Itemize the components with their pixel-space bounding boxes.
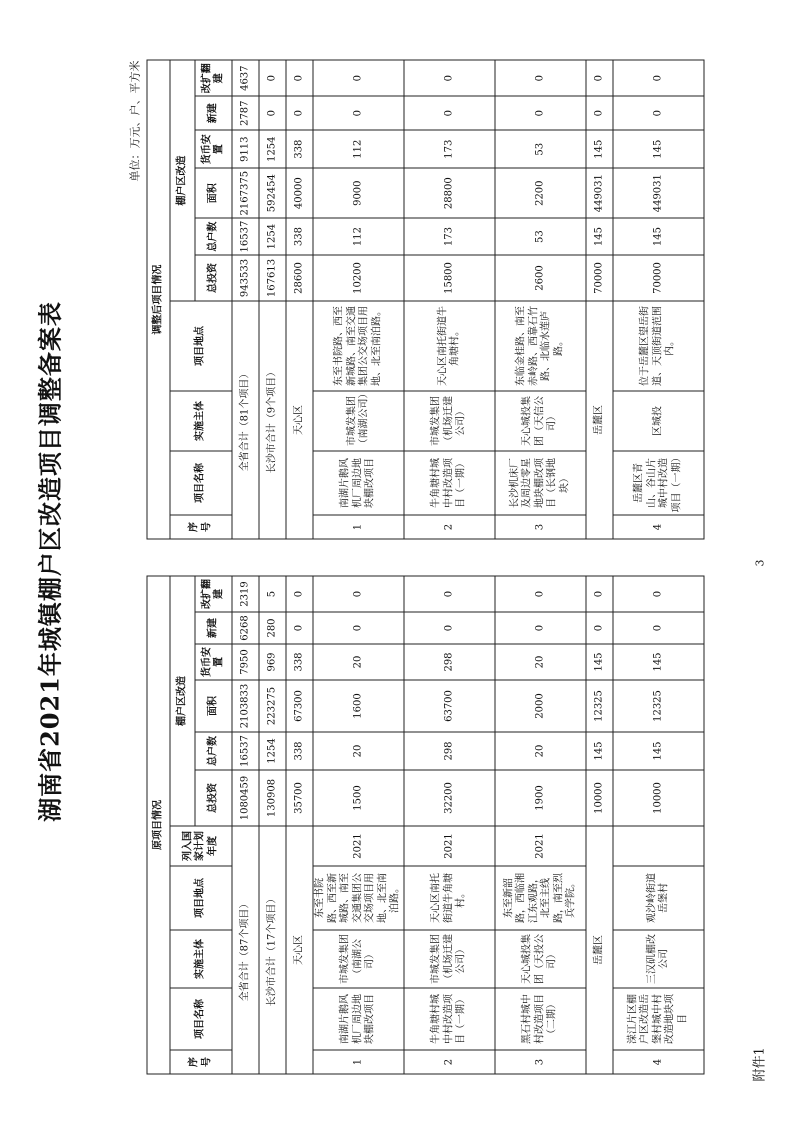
table-row: 4 岳麓区青山、谷山片城中村改造项目（一期） 区城投 位于岳麓区望岳街道、天顶街道范围内。 70000 145 449031 145 0 0: [613, 60, 704, 539]
original-project-table: [147, 576, 705, 1075]
province-total-row: 全省合计（81个项目） 943533 16537 2167375 9113 2787 4637: [232, 60, 259, 539]
table-row: 2 牛角塘村城中村改造项目（一期） 市城发集团（机场迁建公司） 天心区南托街道牛角塘村。 2021 32200 298 63700 298 0 0: [404, 576, 495, 1074]
col-new: 新建: [195, 96, 232, 130]
col-area: 面积: [195, 168, 232, 218]
col-seq: 序号: [170, 1050, 232, 1074]
col-households: 总户数: [195, 732, 232, 770]
table-row: 2 牛角塘村城中村改造项目（一期） 市城发集团（机场迁建公司） 天心区南托街道牛角塘村。 15800 173 28800 173 0 0: [404, 60, 495, 539]
col-cash: 货币安置: [195, 644, 232, 680]
district-tianxin-row: 天心区 28600 338 40000 338 0 0: [286, 60, 313, 539]
col-location: 项目地点: [170, 301, 232, 391]
col-investment: 总投资: [195, 770, 232, 826]
adjusted-project-table: [147, 60, 705, 540]
col-households: 总户数: [195, 218, 232, 255]
col-renovate: 改扩翻建: [195, 60, 232, 96]
col-location: 项目地点: [170, 866, 232, 930]
attachment-label: 附件1: [752, 1047, 768, 1082]
col-subgroup: 棚户区改造: [170, 60, 195, 301]
col-new: 新建: [195, 612, 232, 644]
col-seq: 序号: [170, 515, 232, 539]
col-cash: 货币安置: [195, 130, 232, 168]
table-row: 4 溁江片区棚户区改造岳堡村城中村改造地块项目 三汉矶棚改公司 观沙岭街道岳堡村 10000 145 12325 145 0 0: [613, 576, 704, 1074]
document-title: 湖南省2021年城镇棚户区改造项目调整备案表: [35, 301, 65, 822]
table-row: 3 黑石村城中村改造项目（二期） 天心城投集团（天投公司） 东至新韶路，西临湘江东观路，北至主线路，南至烈兵学院。 2021 1900 20 2000 20 0 0: [495, 576, 586, 1074]
page-number: 3: [753, 559, 767, 567]
rotated-sheet: [9, 0, 786, 1127]
col-renovate: 改扩翻建: [195, 576, 232, 612]
table-row: 1 南湖片鹅风机厂周边地块棚改项目 市城发集团（南湖公司） 东至书院路、西至新城路、南至交通集团公交场项目用地、北至南泊路。 10200 112 9000 112 0 0: [313, 60, 404, 539]
original-group-header: 原项目情况: [147, 576, 170, 1074]
province-total-row: 全省合计（87个项目） 1080459 16537 2103833 7950 6268 2319: [232, 576, 259, 1074]
table-row: 1 南湖片鹅风机厂周边地块棚改项目 市城发集团（南湖公司） 东至书院路、西至新城路、南至交通集团公交场项目用地、北至南泊路。 2021 1500 20 1600 20 0 0: [313, 576, 404, 1074]
city-total-row: 长沙市合计（17个项目） 130908 1254 223275 969 280 5: [259, 576, 286, 1074]
unit-note: 单位：万元、户、平方米: [128, 60, 142, 182]
col-subject: 实施主体: [170, 930, 232, 988]
col-name: 项目名称: [170, 988, 232, 1050]
col-plan-year: 列入国家计划年度: [170, 826, 232, 866]
district-yuelu-row: 岳麓区 70000 145 449031 145 0 0: [586, 60, 613, 539]
table-row: 3 长沙机床厂及周边零星地块棚改项目（长钢地块） 天心城投集团（天信公司） 东临金桂路、南至赤岭路、西靠石竹路、北临水莲庐路。 2600 53 2200 53 0 0: [495, 60, 586, 539]
col-name: 项目名称: [170, 451, 232, 515]
city-total-row: 长沙市合计（9个项目） 167613 1254 592454 1254 0 0: [259, 60, 286, 539]
district-tianxin-row: 天心区 35700 338 67300 338 0 0: [286, 576, 313, 1074]
col-area: 面积: [195, 680, 232, 732]
adjusted-group-header: 调整后项目情况: [147, 60, 170, 539]
col-investment: 总投资: [195, 255, 232, 301]
col-subject: 实施主体: [170, 391, 232, 451]
district-yuelu-row: 岳麓区 10000 145 12325 145 0 0: [586, 576, 613, 1074]
col-subgroup: 棚户区改造: [170, 576, 195, 826]
